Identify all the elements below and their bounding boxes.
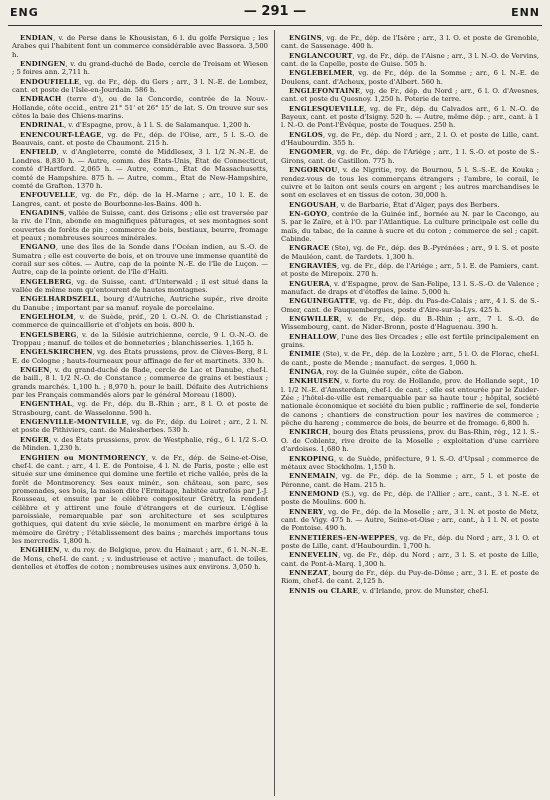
entry-headword: ENGLEBELMER bbox=[289, 69, 353, 78]
entry-text: , vg. de Fr., dép. de l'Ariége ; arr., 1 l. S.-O. et poste de S.-Girons, cant. de Castillon. 775 h. bbox=[281, 148, 539, 165]
dictionary-entry bbox=[12, 400, 268, 417]
entry-text: , v. du grand-duché de Bade, cercle de Treisam et Wiesen ; 5 foires ann. 2,711 h. bbox=[12, 60, 268, 77]
dictionary-entry bbox=[12, 366, 268, 399]
entry-text: , vallée de Suisse, cant. des Grisons ; elle est traversée par la riv. de l'Inn, abonde en magnifiques pâturages, et ses montagnes sont couvertes de forêts de pin ; commerce de bois, bestiaux, beurre, fromage et peaux ; nombreuses sources minérales. bbox=[12, 208, 268, 242]
dictionary-entry bbox=[12, 60, 268, 77]
entry-text: , v. forte du roy. de Hollande, prov. de Hollande sept., 10 l. 1/2 N.-E. d'Amsterdam, chef-l. de cant. ; elle est entourée par le Zuider-Zée ; l'hôtel-de-ville est remarquable par sa haute tour ; hôpital, société nationale économique et société du bien public ; raffinerie de sel, fonderie de canons ; chantiers de construction pour les navires de commerce ; pêche du hareng ; commerce de bois, de beurre et de fromage. 6,800 h. bbox=[281, 377, 539, 428]
dictionary-entry bbox=[281, 534, 539, 551]
entry-text: , v. du grand-duché de Bade, cercle de Lac et Danube, chef-l. de baill., 8 l. 1/2 N.-O. de Constance ; commerce de grains et bestiaux ; grands marchés. 1,100 h. ; 8,970 h. pour le baill. Défaite des Autrichiens par les Français commandés alors par le général Moreau (1800). bbox=[12, 366, 268, 400]
entry-text: , vg. de Fr., dép. du Nord ; arr., 6 l. O. d'Avesnes, cant. et poste du Quesnoy. 1,250 h. Poterie de terre. bbox=[281, 87, 539, 104]
entry-text: , v. d'Espagne, prov., à 1 l. S. de Salamanque. 1,200 h. bbox=[63, 121, 251, 130]
entry-headword: ENKIRCH bbox=[289, 428, 329, 437]
entry-text: , vg. de Fr., dép. du Nord ; arr., 3 l. S. et poste de Lille, cant. de Pont-à-Marq. 1,300 h. bbox=[281, 551, 539, 568]
entry-headword: ENGHIEN bbox=[20, 546, 60, 555]
entry-text: , v. de Fr., dép. du B.-Rhin ; arr., 7 l. S.-O. de Wissembourg, cant. de Nider-Bronn, poste d'Haguenau. 390 h. bbox=[281, 315, 539, 332]
dictionary-entry bbox=[281, 244, 539, 261]
entry-text: , vg. de Fr., dép. de l'Aisne ; arr., 3 l. N.-O. de Vervins, cant. de la Capelle, poste de Guise. 505 h. bbox=[281, 51, 539, 69]
dictionary-entry bbox=[12, 34, 268, 59]
entry-text: , une des îles de la Sonde dans l'Océan indien, au S.-O. de Sumatra ; elle est couverte de bois, et on trouve une immense quantité de corail sur ses côtes. — Autre, cap de la pointe N.-E. de l'île de Luçon. — Autre, cap de la pointe orient. de l'île d'Haïti. bbox=[12, 243, 268, 277]
dictionary-entry bbox=[281, 166, 539, 199]
entry-text: , vg. de Fr., dép. de l'Oise, arr., 5 l. S.-O. de Beauvais, cant. et poste de Chaumont. 215 h. bbox=[12, 130, 268, 148]
dictionary-entry bbox=[281, 315, 539, 332]
entry-text: , l'une des îles Orcades ; elle est fertile principalement en grains. bbox=[281, 332, 539, 350]
entry-text: , contrée de la Guinée inf., bornée au N. par le Cacongo, au S. par le Zaïre, et à l'O. par l'Atlantique. La culture principale est celle du maïs, du tabac, de la canne à sucre et du coton ; commerce de sel ; capit. Cabinde. bbox=[281, 209, 539, 243]
dictionary-entry bbox=[12, 121, 268, 129]
entry-headword: ENGRACE bbox=[289, 244, 330, 253]
dictionary-entry bbox=[12, 148, 268, 190]
dictionary-entry bbox=[12, 78, 268, 95]
dictionary-entry bbox=[12, 313, 268, 330]
dictionary-entry bbox=[12, 191, 268, 208]
entry-headword: ENGLOS bbox=[289, 130, 324, 139]
entry-text: , bourg des États prussiens, prov. du Bas-Rhin, rég., 12 l. S.-O. de Coblentz, rive droite de la Moselle ; exploitation d'une carrière d'ardoises. 1,680 h. bbox=[281, 428, 539, 454]
entry-headword: ENGWILLER bbox=[289, 315, 340, 323]
entry-headword: ENGUINEGATTE bbox=[289, 297, 355, 306]
dictionary-entry bbox=[281, 201, 539, 209]
entry-headword: ÉNINGA bbox=[289, 368, 323, 377]
dictionary-entry bbox=[12, 243, 268, 276]
right-column bbox=[281, 34, 539, 794]
dictionary-entry bbox=[12, 546, 268, 571]
entry-headword: ENNEVELIN bbox=[289, 551, 339, 560]
dictionary-entry bbox=[281, 87, 539, 104]
entry-text: , v. de Barbarie, État d'Alger, pays des Berbers. bbox=[336, 200, 500, 209]
entry-headword: ENNIS ou CLARE bbox=[289, 586, 358, 595]
entry-text: , roy. de la Guinée supér., côte de Gabon. bbox=[322, 368, 464, 377]
entry-headword: ENGELBERG bbox=[20, 277, 72, 286]
entry-headword: ENFIELD bbox=[20, 148, 57, 157]
dictionary-entry bbox=[281, 210, 539, 243]
entry-text: (terre d'), ou de la Concorde, contrée de la Nouv.-Hollande, côte occid., entre 21° 51' et 26° 15' de lat. S. On trouve sur ses côtes la baie des Chiens-marins. bbox=[12, 95, 268, 121]
entry-headword: ENGELSKIRCHEN bbox=[20, 348, 93, 357]
entry-text: , v. d'Irlande, prov. de Munster, chef-l. bbox=[358, 586, 489, 595]
entry-text: , vg. de Fr., dép. du Gers ; arr., 3 l. N.-E. de Lombez, cant. et poste de l'Isle-en-Jourdain. 586 h. bbox=[12, 77, 268, 95]
entry-text: , vg. de Fr., dép. du Loiret ; arr., 2 l. N. et poste de Pithiviers, cant. de Malesherbes. 530 h. bbox=[12, 418, 268, 435]
entry-text: , vg. de Fr., dép. du Pas-de-Calais ; arr., 4 l. S. de S.-Omer, cant. de Fauquembergues, poste d'Aire-sur-la-Lys. 425 h. bbox=[281, 297, 539, 314]
entry-headword: ENGLESQUEVILLE bbox=[289, 104, 365, 113]
dictionary-entry bbox=[281, 377, 539, 427]
dictionary-entry bbox=[281, 131, 539, 148]
left-column bbox=[12, 34, 268, 794]
entry-text: , v. d'Espagne, prov. de San-Felipe, 13 l. S.-S.-O. de Valence ; manufact. de draps et d'étoffes de laine. 5,000 h. bbox=[281, 279, 539, 296]
dictionary-entry bbox=[12, 209, 268, 242]
entry-headword: ENDINGEN bbox=[20, 60, 66, 69]
entry-headword: ENDIAN bbox=[20, 34, 54, 42]
dictionary-entry bbox=[12, 454, 268, 546]
dictionary-entry bbox=[281, 148, 539, 165]
entry-text: (S.), vg. de Fr., dép. de l'Allier ; arr., cant., 3 l. N.-E. et poste de Moulins. 600 h. bbox=[281, 489, 539, 507]
entry-text: (Ste), vg. de Fr., dép. des B.-Pyrénées ; arr., 9 l. S. et poste de Mauléon, cant. de Tardets. 1,300 h. bbox=[281, 244, 539, 261]
dictionary-entry bbox=[12, 295, 268, 312]
entry-headword: EN-GOYO bbox=[289, 209, 328, 218]
dictionary-entry bbox=[281, 297, 539, 314]
page-header bbox=[10, 4, 540, 26]
dictionary-entry bbox=[281, 490, 539, 507]
dictionary-entry bbox=[281, 569, 539, 586]
entry-headword: ENGHIEN ou MONTMORENCY bbox=[20, 453, 146, 462]
entry-text: , vg. de Fr., dép. du Calvados arr., 6 l. N.-O. de Bayeux, cant. et poste d'Isigny. 520 h. — Autre, même dép. ; arr., cant. à 1 l. N.-O. de Pont-l'Évêque, poste de Touques. 250 h. bbox=[281, 104, 539, 130]
dictionary-entry bbox=[281, 350, 539, 367]
entry-headword: ENDRINAL bbox=[20, 121, 64, 130]
dictionary-entry bbox=[12, 278, 268, 295]
entry-headword: ENGANO bbox=[20, 243, 56, 252]
entry-headword: ENGINS bbox=[289, 34, 322, 42]
header-rule bbox=[8, 25, 542, 26]
entry-text: , v. de Suède, préf., 20 l. O.-N. O. de Christianstad ; commerce de quincaillerie et d'objets en bois. 800 h. bbox=[12, 313, 268, 330]
dictionary-entry bbox=[12, 436, 268, 453]
dictionary-entry bbox=[281, 551, 539, 568]
entry-text: , v. de Nigritie, roy. de Bournou, 5 l. S.-S.-E. de Kouka ; rendez-vous de tous les commerçans étrangers ; l'ambre, le corail, le cuivre et le laiton ont seuls cours en argent ; les autres marchandises le sont en esclaves et en tissus de coton. 30,000 h. bbox=[281, 166, 539, 200]
entry-headword: ENGLEFONTAINE bbox=[289, 87, 361, 96]
dictionary-entry bbox=[12, 331, 268, 348]
entry-text: , v. de Suède, préfecture, 9 l. S.-O. d'Upsal ; commerce de métaux avec Stockholm. 1,150 h. bbox=[281, 454, 539, 471]
entry-headword: ENGELSBERG bbox=[20, 330, 77, 339]
running-head-left: ENG bbox=[10, 6, 39, 19]
entry-headword: ENGENTHAL bbox=[20, 400, 72, 409]
dictionary-entry bbox=[281, 262, 539, 279]
running-head-right: ENN bbox=[511, 6, 540, 19]
dictionary-entry bbox=[12, 348, 268, 365]
entry-text: , v. des États prussiens, prov. de Westphalie, rég., 6 l. 1/2 S.-O. de Minden. 1,230 h. bbox=[12, 435, 268, 453]
entry-text: , v. d'Angleterre, comté de Middlesex, 3 l. 1/2 N.-N.-E. de Londres. 8,830 h. — Autre, comm. des États-Unis, État de Connecticut, comté d'Hartford. 2,065 h. — Autre, comm., État de Massachusetts, comté de Hampshire. 875 h. — Autre, comm., État de New-Hampshire, comté de Grafton. 1370 h. bbox=[12, 148, 268, 190]
entry-headword: ENGLANCOURT bbox=[289, 51, 353, 60]
entry-text: , vg. de Fr., dép. de la H.-Marne ; arr., 10 l. E. de Langres, cant. et poste de Bourbonne-les-Bains. 400 h. bbox=[12, 191, 268, 208]
entry-headword: ENHALLOW bbox=[289, 332, 337, 341]
entry-text: (Ste), v. de Fr., dép. de la Lozère ; arr., 5 l. O. de Florac, chef-l. de cant., poste de Mende ; manufact. de serges. 1,060 h. bbox=[281, 350, 539, 367]
dictionary-entry bbox=[281, 69, 539, 86]
entry-headword: ENDRACH bbox=[20, 95, 62, 104]
entry-headword: ENGELHOLM bbox=[20, 313, 74, 321]
entry-headword: ENKHUISEN bbox=[289, 377, 340, 386]
dictionary-entry bbox=[281, 472, 539, 489]
entry-text: , vg. de Fr., dép. du B.-Rhin ; arr., 8 l. O. et poste de Strasbourg, cant. de Wasselonne. 590 h. bbox=[12, 400, 268, 417]
entry-text: , v. de la Silésie autrichienne, cercle, 9 l. O.-N.-O. de Troppau ; manuf. de toiles et de bonneteries ; blanchisseries. 1,165 h. bbox=[12, 330, 268, 348]
entry-headword: ENGEN bbox=[20, 366, 50, 375]
dictionary-entry bbox=[281, 508, 539, 533]
entry-headword: ENGENVILLE-MONTVILLE bbox=[20, 418, 127, 427]
entry-text: , bourg de Fr., dép. du Puy-de-Dôme ; arr., 3 l. E. et poste de Riom, chef-l. de cant. 2,125 h. bbox=[281, 568, 539, 586]
entry-text: , vg. de Fr., dép. du Nord ; arr., 2 l. O. et poste de Lille, cant. d'Haubourdin. 355 h. bbox=[281, 130, 539, 148]
entry-headword: ENNEMAIN bbox=[289, 472, 336, 481]
entry-text: , vg. de Suisse, cant. d'Unterwald ; il est situé dans la vallée de même nom qu'entourent de hautes montagnes. bbox=[12, 277, 268, 294]
entry-text: , vg. de Fr., dép. de l'Ariége ; arr., 5 l. E. de Pamiers, cant. et poste de Mirepoix. 270 h. bbox=[281, 261, 539, 279]
entry-headword: ÉNIMIE bbox=[289, 350, 321, 359]
entry-headword: ENNEZAT bbox=[289, 568, 329, 577]
entry-headword: ENGOMER bbox=[289, 148, 332, 157]
entry-headword: ENGRAVIÈS bbox=[289, 261, 337, 270]
entry-headword: ENNERY bbox=[289, 507, 324, 516]
dictionary-entry bbox=[12, 95, 268, 120]
column-divider bbox=[274, 30, 275, 796]
entry-headword: ENGOUSAH bbox=[289, 200, 337, 209]
entry-headword: ENGUERA bbox=[289, 279, 330, 288]
entry-text: , v. du roy. de Belgique, prov. du Hainaut ; arr., 6 l. N.-N.-E. de Mons, chef-l. de cant. ; v. industrieuse et active ; manufact. de toiles, dentelles et étoffes de coton ; nombreuses usines aux environs. 3,050 h. bbox=[12, 546, 268, 571]
entry-headword: ENDOUFIELLE bbox=[20, 77, 80, 86]
entry-text: , vg. des États prussiens, prov. de Clèves-Berg, 8 l. E. de Cologne ; hauts-fourneaux pour affinage de fer et martinets. 330 h. bbox=[12, 348, 268, 365]
entry-headword: ENGORNOU bbox=[289, 166, 338, 175]
entry-headword: ENNEMOND bbox=[289, 489, 339, 498]
entry-headword: ENGELHARDSZELL bbox=[20, 295, 98, 304]
page-number: — 291 — bbox=[243, 4, 307, 19]
dictionary-entry bbox=[281, 333, 539, 350]
dictionary-entry bbox=[281, 428, 539, 453]
entry-text: , v. de Perse dans le Khousistan, 6 l. du golfe Persique ; les Arabes qui l'habitent font un commerce considérable avec Bassora. 3,500 h. bbox=[12, 34, 268, 59]
entry-text: , vg. de Fr., dép. de l'Isère ; arr., 3 l. O. et poste de Grenoble, cant. de Sassenage. 400 h. bbox=[281, 34, 539, 51]
entry-headword: ENNETIÈRES-EN-WEPPES bbox=[289, 533, 395, 542]
entry-text: , bourg d'Autriche, Autriche supér., rive droite du Danube ; important par sa manuf. royale de porcelaine. bbox=[12, 295, 268, 312]
dictionary-entry bbox=[281, 455, 539, 472]
dictionary-entry bbox=[281, 587, 539, 595]
dictionary-entry bbox=[12, 418, 268, 435]
entry-headword: ENGER bbox=[20, 435, 50, 444]
entry-text: , vg. de Fr., dép. de la Moselle ; arr., 3 l. N. et poste de Metz, cant. de Vigy. 475 h. — Autre, Seine-et-Oise ; arr., cant., à 1 l. N. et poste de Pontoise. 490 h. bbox=[281, 507, 539, 533]
dictionary-entry bbox=[281, 368, 539, 376]
entry-headword: ENFOUVELLE bbox=[20, 191, 76, 200]
entry-headword: ENKOPING bbox=[289, 454, 334, 463]
entry-headword: ENGADINS bbox=[20, 208, 65, 217]
entry-text: , v. de Fr., dép. de Seine-et-Oise, chef-l. de cant. ; arr., 4 l. E. de Pontoise, 4 l. N. de Paris, poste ; elle est située sur une éminence qui domine une fertile et riche vallée, près de la forêt de Montmorency. Ses eaux minér., son château, son parc, ses promenades, ses bois, la maison dite l'Ermitage, habitée autrefois par J.-J. Rousseau, et ensuite par le célèbre compositeur Grétry, la rendent célèbre et y attirent une foule d'étrangers et de curieux. L'église paroissiale, remarquable par son architecture et ses sculptures gothiques, qui datent du xvie siècle, le monument en marbre érigé à la mémoire de Grétry ; l'établissement des bains ; marchés importans tous les mercredis. 1,800 h. bbox=[12, 453, 268, 545]
dictionary-entry bbox=[281, 280, 539, 297]
dictionary-entry bbox=[281, 34, 539, 51]
dictionary-entry bbox=[12, 131, 268, 148]
entry-text: , vg. de Fr., dép. du Nord ; arr., 3 l. O. et poste de Lille, cant. d'Haubourdin. 1,700 h. bbox=[281, 533, 539, 550]
entry-text: , vg. de Fr., dép. de la Somme ; arr., 5 l. et poste de Péronne, cant. de Ham. 215 h. bbox=[281, 472, 539, 489]
entry-text: , vg. de Fr., dép. de la Somme ; arr., 6 l. N.-E. de Doulens, cant. d'Acheux, poste d'Albert. 560 h. bbox=[281, 69, 539, 86]
entry-headword: ENENCOURT-LÉAGE bbox=[20, 130, 102, 139]
dictionary-entry bbox=[281, 52, 539, 69]
dictionary-entry bbox=[281, 105, 539, 130]
